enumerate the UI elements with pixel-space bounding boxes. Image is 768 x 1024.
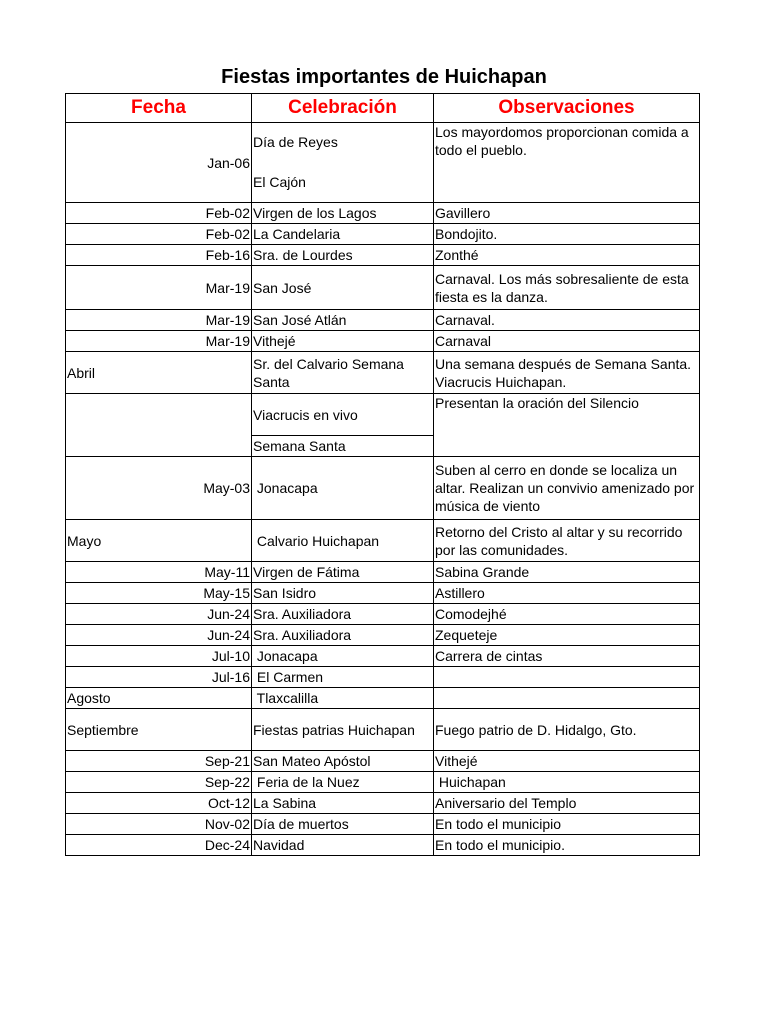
observaciones-cell: Carrera de cintas <box>434 646 700 667</box>
observaciones-cell: Comodejhé <box>434 604 700 625</box>
fecha-cell: Mayo <box>66 520 252 562</box>
fecha-cell: Septiembre <box>66 709 252 751</box>
fecha-cell: May-03 <box>66 457 252 520</box>
observaciones-cell: Presentan la oración del Silencio <box>434 394 700 457</box>
column-header-observaciones: Observaciones <box>434 94 700 123</box>
celebracion-cell: Sr. del Calvario Semana Santa <box>252 352 434 394</box>
table-row <box>66 520 700 562</box>
observaciones-cell: Carnaval. Los más sobresaliente de esta fiesta es la danza. <box>434 266 700 310</box>
celebracion-line: El Cajón <box>253 174 306 190</box>
table-row <box>66 203 700 224</box>
observaciones-cell: Sabina Grande <box>434 562 700 583</box>
table-row <box>66 667 700 688</box>
celebracion-cell: Semana Santa <box>252 436 434 457</box>
table-row <box>66 457 700 520</box>
table-row <box>66 625 700 646</box>
celebracion-cell: Sra. Auxiliadora <box>252 625 434 646</box>
celebracion-line: Día de Reyes <box>253 134 338 150</box>
fecha-cell: Jun-24 <box>66 625 252 646</box>
column-header-celebracion: Celebración <box>252 94 434 123</box>
observaciones-cell: Aniversario del Templo <box>434 793 700 814</box>
celebracion-cell: Viacrucis en vivo <box>252 394 434 436</box>
table-row <box>66 123 700 203</box>
table-row <box>66 562 700 583</box>
observaciones-cell: Huichapan <box>434 772 700 793</box>
table-row <box>66 310 700 331</box>
fecha-cell: Agosto <box>66 688 252 709</box>
column-header-fecha: Fecha <box>66 94 252 123</box>
observaciones-cell: En todo el municipio. <box>434 835 700 856</box>
observaciones-cell: Vithejé <box>434 751 700 772</box>
celebracion-cell: Tlaxcalilla <box>252 688 434 709</box>
celebracion-cell: La Sabina <box>252 793 434 814</box>
table-row <box>66 814 700 835</box>
celebracion-cell: El Carmen <box>252 667 434 688</box>
celebracion-cell: San José Atlán <box>252 310 434 331</box>
table-row <box>66 751 700 772</box>
celebracion-cell: Fiestas patrias Huichapan <box>252 709 434 751</box>
table-row <box>66 583 700 604</box>
celebracion-cell: San Isidro <box>252 583 434 604</box>
observaciones-cell: Bondojito. <box>434 224 700 245</box>
fecha-cell: Dec-24 <box>66 835 252 856</box>
celebracion-cell: Día de muertos <box>252 814 434 835</box>
fecha-cell <box>66 394 252 457</box>
fecha-cell: Feb-02 <box>66 224 252 245</box>
observaciones-cell: Astillero <box>434 583 700 604</box>
fecha-cell: Jul-10 <box>66 646 252 667</box>
fecha-cell: Oct-12 <box>66 793 252 814</box>
celebracion-cell: Virgen de Fátima <box>252 562 434 583</box>
table-row <box>66 604 700 625</box>
fecha-cell: Nov-02 <box>66 814 252 835</box>
observaciones-cell <box>434 667 700 688</box>
observaciones-cell: En todo el municipio <box>434 814 700 835</box>
observaciones-cell: Zonthé <box>434 245 700 266</box>
fecha-cell: Feb-16 <box>66 245 252 266</box>
fecha-cell: Jun-24 <box>66 604 252 625</box>
observaciones-cell: Los mayordomos proporcionan comida a todo el pueblo. <box>434 123 700 203</box>
celebracion-cell: Jonacapa <box>252 457 434 520</box>
celebracion-cell: Sra. Auxiliadora <box>252 604 434 625</box>
observaciones-cell <box>434 688 700 709</box>
observaciones-cell: Zequeteje <box>434 625 700 646</box>
fecha-cell: Sep-21 <box>66 751 252 772</box>
observaciones-cell: Fuego patrio de D. Hidalgo, Gto. <box>434 709 700 751</box>
page-title: Fiestas importantes de Huichapan <box>221 66 547 88</box>
observaciones-cell: Una semana después de Semana Santa. Viacrucis Huichapan. <box>434 352 700 394</box>
table-row <box>66 709 700 751</box>
table-row <box>66 688 700 709</box>
fecha-cell: Mar-19 <box>66 266 252 310</box>
celebracion-cell: Calvario Huichapan <box>252 520 434 562</box>
fiestas-table <box>65 93 700 856</box>
table-row <box>66 772 700 793</box>
observaciones-cell: Gavillero <box>434 203 700 224</box>
table-row <box>66 224 700 245</box>
fecha-cell: Abril <box>66 352 252 394</box>
fecha-cell: Jul-16 <box>66 667 252 688</box>
observaciones-cell: Retorno del Cristo al altar y su recorrido por las comunidades. <box>434 520 700 562</box>
table-header-row <box>66 94 700 123</box>
table-row <box>66 835 700 856</box>
celebracion-cell <box>252 123 434 203</box>
fecha-cell: Feb-02 <box>66 203 252 224</box>
fecha-cell: May-11 <box>66 562 252 583</box>
observaciones-cell: Carnaval <box>434 331 700 352</box>
table-row <box>66 266 700 310</box>
fecha-cell: May-15 <box>66 583 252 604</box>
celebracion-cell: Navidad <box>252 835 434 856</box>
celebracion-cell: Virgen de los Lagos <box>252 203 434 224</box>
fecha-cell: Sep-22 <box>66 772 252 793</box>
celebracion-cell: Sra. de Lourdes <box>252 245 434 266</box>
table-row <box>66 331 700 352</box>
celebracion-cell: La Candelaria <box>252 224 434 245</box>
table-row <box>66 394 700 436</box>
fecha-cell: Jan-06 <box>66 123 252 203</box>
table-row <box>66 245 700 266</box>
celebracion-cell: Feria de la Nuez <box>252 772 434 793</box>
observaciones-cell: Suben al cerro en donde se localiza un altar. Realizan un convivio amenizado por música de viento <box>434 457 700 520</box>
table-row <box>66 646 700 667</box>
table-row <box>66 352 700 394</box>
celebracion-cell: San José <box>252 266 434 310</box>
fecha-cell: Mar-19 <box>66 331 252 352</box>
celebracion-cell: Vithejé <box>252 331 434 352</box>
observaciones-cell: Carnaval. <box>434 310 700 331</box>
celebracion-cell: San Mateo Apóstol <box>252 751 434 772</box>
table-row <box>66 793 700 814</box>
fecha-cell: Mar-19 <box>66 310 252 331</box>
celebracion-cell: Jonacapa <box>252 646 434 667</box>
